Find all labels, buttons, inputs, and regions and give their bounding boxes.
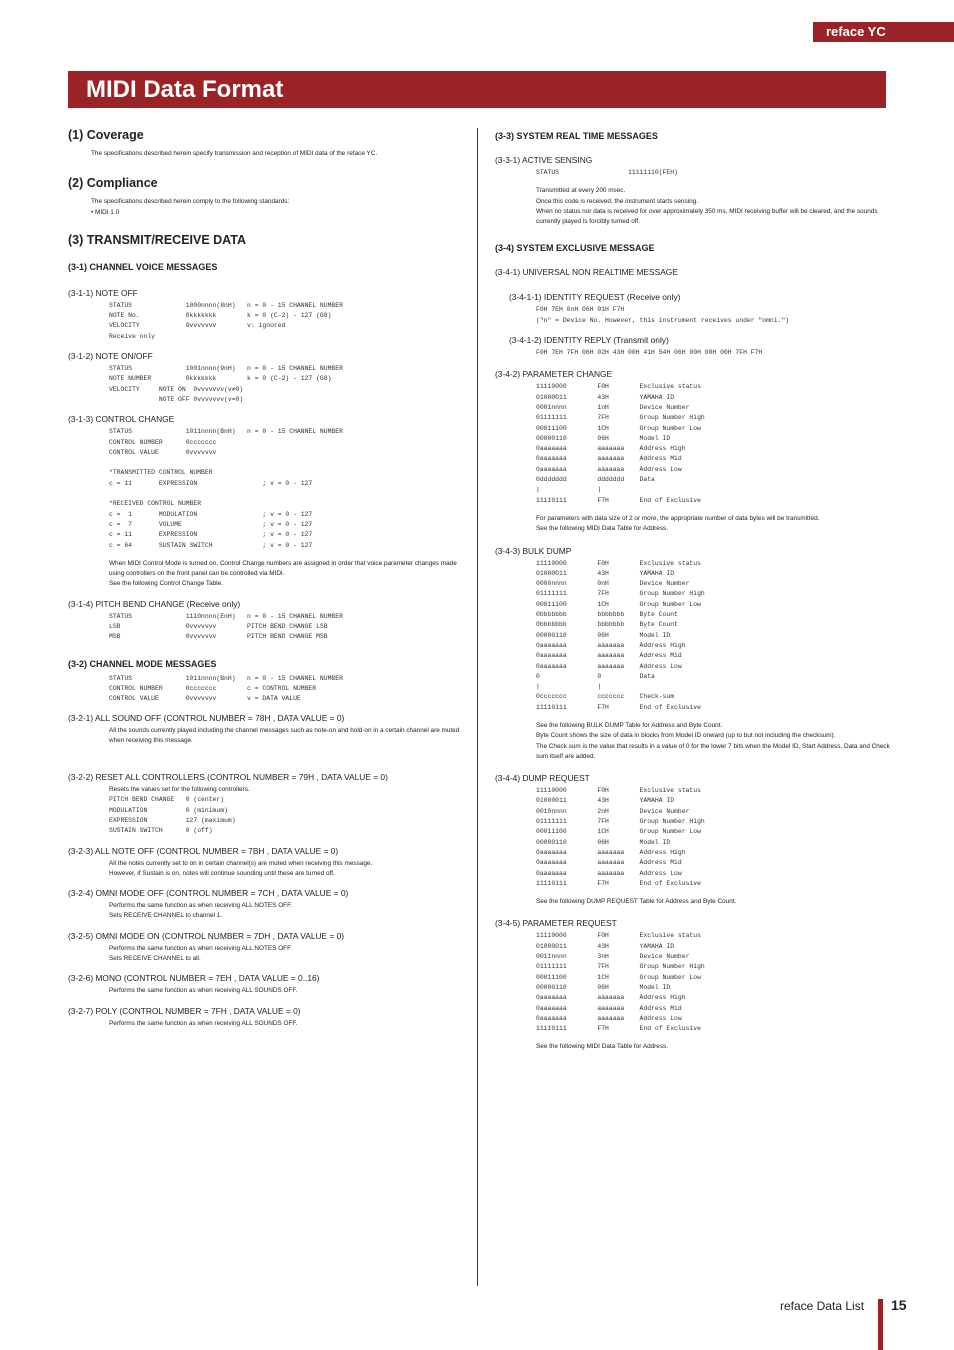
right-column [495, 128, 895, 1053]
compliance-text: The specifications described herein comply to the following standards: [91, 198, 290, 206]
parameter-change-text-2: See the following MIDI Data Table for Address. [536, 525, 669, 533]
identity-reply-title: (3-4-1-2) IDENTITY REPLY (Transmit only) [509, 335, 669, 346]
parameter-change-title: (3-4-2) PARAMETER CHANGE [495, 369, 613, 380]
poly-text: Performs the same function as when receiving ALL SOUNDS OFF. [109, 1019, 298, 1027]
poly-title: (3-2-7) POLY (CONTROL NUMBER = 7FH , DATA VALUE = 0) [68, 1005, 301, 1016]
note-off-code: STATUS 1000nnnn(8nH) n = 0 - 15 CHANNEL NUMBER NOTE No. 0kkkkkkk k = 0 (C-2) - 127 (G8) VELOCITY 0vvvvvvv v: ignored Receive only [109, 301, 343, 340]
omni-off-text-1: Performs the same function as when receiving ALL NOTES OFF. [109, 902, 293, 910]
note-onoff-title: (3-1-2) NOTE ON/OFF [68, 351, 153, 362]
reset-controllers-title: (3-2-2) RESET ALL CONTROLLERS (CONTROL NUMBER = 79H , DATA VALUE = 0) [68, 772, 388, 783]
mono-title: (3-2-6) MONO (CONTROL NUMBER = 7EH , DATA VALUE = 0..16) [68, 973, 320, 984]
omni-off-text-2: Sets RECEIVE CHANNEL to channel 1. [109, 912, 223, 920]
mono-text: Performs the same function as when receiving ALL SOUNDS OFF. [109, 987, 298, 995]
pitch-bend-title: (3-1-4) PITCH BEND CHANGE (Receive only) [68, 598, 241, 609]
omni-on-text-2: Sets RECEIVE CHANNEL to all. [109, 955, 201, 963]
identity-request-title: (3-4-1-1) IDENTITY REQUEST (Receive only) [509, 292, 681, 303]
note-off-title: (3-1-1) NOTE OFF [68, 287, 138, 298]
coverage-heading: (1) Coverage [68, 128, 144, 142]
universal-non-realtime-title: (3-4-1) UNIVERSAL NON REALTIME MESSAGE [495, 267, 678, 278]
pitch-bend-code: STATUS 1110nnnn(EnH) n = 0 - 15 CHANNEL NUMBER LSB 0vvvvvvv PITCH BEND CHANGE LSB MSB 0vvvvvvv PITCH BEND CHANGE MSB [109, 612, 343, 641]
dump-request-text: See the following DUMP REQUEST Table for Address and Byte Count. [536, 898, 737, 906]
dump-request-code: 11110000 F0H Exclusive status 01000011 43H YAMAHA ID 0010nnnn 2nH Device Number 01111111 7FH Group Number High 00011100 1CH Group Number Low 00000110 06H Model ID 0aaaaaaa aaaaaaa Address High 0aaaaaaa aaaaaaa Address Mid 0aaaaaaa aaaaaaa Address Low 11110111 F7H End of Exclusive [536, 787, 705, 887]
compliance-heading: (2) Compliance [68, 176, 158, 191]
all-sound-off-title: (3-2-1) ALL SOUND OFF (CONTROL NUMBER = 78H , DATA VALUE = 0) [68, 712, 345, 723]
note-onoff-code: STATUS 1001nnnn(9nH) n = 0 - 15 CHANNEL NUMBER NOTE NUMBER 0kkkkkkk k = 0 (C-2) - 127 (G8) VELOCITY NOTE ON 0vvvvvvv(v≠0) NOTE OFF 0vvvvvvv(v=0) [109, 365, 343, 403]
omni-on-text-1: Performs the same function as when receiving ALL NOTES OFF. [109, 944, 293, 952]
omni-on-title: (3-2-5) OMNI MODE ON (CONTROL NUMBER = 7DH , DATA VALUE = 0) [68, 930, 345, 941]
identity-request-code: F0H 7EH 0nH 06H 01H F7H ("n" = Device No. However, this instrument receives under "omni.") [536, 306, 790, 324]
omni-off-title: (3-2-4) OMNI MODE OFF (CONTROL NUMBER = 7CH , DATA VALUE = 0) [68, 888, 349, 899]
product-tab: reface YC [813, 22, 954, 42]
all-sound-off-text: All the sounds currently played including the channel messages such as note-on and hold-on in a certain channel are muted when receiving this message. [109, 726, 460, 744]
all-note-off-text-1: All the notes currently set to on in certain channel(s) are muted when receiving this message. [109, 859, 373, 867]
footer-label: reface Data List [780, 1299, 865, 1313]
active-sensing-text-3: When no status nor data is received for over approximately 350 ms, MIDI receiving buffer will be cleared, and the sounds currently played is forcibly turned off. [536, 207, 878, 226]
dump-request-title: (3-4-4) DUMP REQUEST [495, 773, 590, 784]
control-change-title: (3-1-3) CONTROL CHANGE [68, 414, 175, 425]
active-sensing-title: (3-3-1) ACTIVE SENSING [495, 155, 593, 165]
control-change-see: See the following Control Change Table. [109, 580, 223, 588]
control-change-note: When MIDI Control Mode is turned on, Control Change numbers are assigned in order that voice parameter changes made using controllers on the front panel can be controlled via MIDI. [109, 559, 457, 578]
left-column [68, 128, 463, 1029]
active-sensing-text-2: Once this code is received, the instrument starts sensing. [536, 197, 698, 205]
bulk-dump-text-2: Byte Count shows the size of data in blocks from Model ID onward (up to but not including the checksum). [536, 732, 836, 740]
sysex-heading: (3-4) SYSTEM EXCLUSIVE MESSAGE [495, 243, 655, 254]
reset-controllers-text: Resets the values set for the following controllers. [109, 786, 250, 794]
parameter-change-code: 11110000 F0H Exclusive status 01000011 43H YAMAHA ID 0001nnnn 1nH Device Number 01111111 7FH Group Number High 00011100 1CH Group Number Low 00000110 06H Model ID 0aaaaaaa aaaaaaa Address High 0aaaaaaa aaaaaaa Address Mid 0aaaaaaa aaaaaaa Address Low 0ddddddd ddddddd Data | | 11110111 F7H End of Exclusive [536, 383, 705, 504]
parameter-request-text: See the following MIDI Data Table for Address. [536, 1043, 669, 1051]
bulk-dump-code: 11110000 F0H Exclusive status 01000011 43H YAMAHA ID 0000nnnn 0nH Device Number 01111111 7FH Group Number High 00011100 1CH Group Number Low 0bbbbbbb bbbbbbb Byte Count 0bbbbbbb bbbbbbb Byte Count 00000110 06H Model ID 0aaaaaaa aaaaaaa Address High 0aaaaaaa aaaaaaa Address Mid 0aaaaaaa aaaaaaa Address Low 0 0 Data | | 0ccccccc ccccccc Check-sum 11110111 F7H End of Exclusive [536, 559, 705, 711]
page-number: 15 [891, 1297, 907, 1313]
control-change-code: STATUS 1011nnnn(BnH) n = 0 - 15 CHANNEL NUMBER CONTROL NUMBER 0ccccccc CONTROL VALUE 0vvvvvvv *TRANSMITTED CONTROL NUMBER c = 11 EXPRESSION ; v = 0 - 127 *RECEIVED CONTROL NUMBER c = 1 MODULATION ; v = 0 - 127 c = 7 VOLUME ; v = 0 - 127 c = 11 EXPRESSION ; v = 0 - 127 c = 64 SUSTAIN SWITCH ; v = 0 - 127 [109, 428, 343, 549]
compliance-bullet: • MIDI 1.0 [91, 208, 120, 216]
all-note-off-title: (3-2-3) ALL NOTE OFF (CONTROL NUMBER = 7BH , DATA VALUE = 0) [68, 845, 339, 856]
bulk-dump-text-1: See the following BULK DUMP Table for Address and Byte Count. [536, 721, 723, 729]
parameter-request-code: 11110000 F0H Exclusive status 01000011 43H YAMAHA ID 0011nnnn 3nH Device Number 01111111 7FH Group Number High 00011100 1CH Group Number Low 00000110 06H Model ID 0aaaaaaa aaaaaaa Address High 0aaaaaaa aaaaaaa Address Mid 0aaaaaaa aaaaaaa Address Low 11110111 F7H End of Exclusive [536, 932, 705, 1033]
reset-controllers-code: PITCH BEND CHANGE 0 (center) MODULATION 0 (minimum) EXPRESSION 127 (maximum) SUSTAIN SWITCH 0 (off) [109, 796, 236, 835]
bulk-dump-text-3: The Check sum is the value that results in a value of 0 for the lower 7 bits when the Model ID, Start Address, Data and Check sum itself are added. [536, 742, 890, 760]
column-divider [477, 128, 478, 1286]
channel-voice-heading: (3-1) CHANNEL VOICE MESSAGES [68, 261, 218, 272]
channel-mode-code: STATUS 1011nnnn(BnH) n = 0 - 15 CHANNEL NUMBER CONTROL NUMBER 0ccccccc c = CONTROL NUMBER CONTROL VALUE 0vvvvvvv v = DATA VALUE [109, 674, 343, 703]
all-note-off-text-2: However, if Sustain is on, notes will continue sounding until these are turned off. [109, 869, 335, 877]
active-sensing-code: STATUS 11111110(FEH) [536, 169, 678, 176]
identity-reply-code: F0H 7EH 7FH 06H 02H 43H 00H 41H 54H 06H 00H 00H 00H 7FH F7H [536, 349, 763, 357]
parameter-change-text-1: For parameters with data size of 2 or more, the appropriate number of data bytes will be transmitted. [536, 514, 820, 522]
real-time-heading: (3-3) SYSTEM REAL TIME MESSAGES [495, 131, 658, 141]
active-sensing-text-1: Transmitted at every 200 msec. [536, 187, 626, 195]
footer-accent-bar [878, 1299, 883, 1350]
bulk-dump-title: (3-4-3) BULK DUMP [495, 545, 572, 556]
coverage-text: The specifications described herein specify transmission and reception of MIDI data of the reface YC. [91, 150, 378, 157]
page-title: MIDI Data Format [86, 76, 284, 103]
title-banner [68, 71, 886, 108]
channel-mode-heading: (3-2) CHANNEL MODE MESSAGES [68, 658, 217, 669]
parameter-request-title: (3-4-5) PARAMETER REQUEST [495, 918, 617, 929]
transmit-heading: (3) TRANSMIT/RECEIVE DATA [68, 232, 247, 247]
